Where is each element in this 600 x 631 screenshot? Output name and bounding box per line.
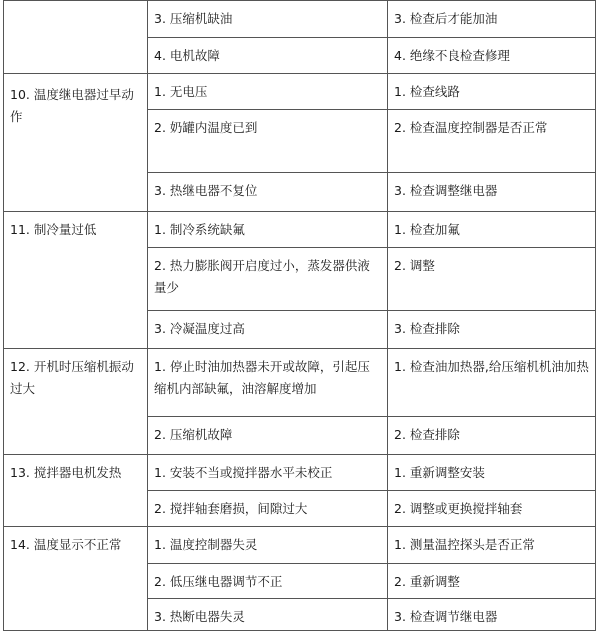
remedy-cell: 2. 检查排除 xyxy=(388,417,596,455)
remedy-cell: 2. 调整或更换搅拌轴套 xyxy=(388,491,596,527)
cause-cell: 2. 压缩机故障 xyxy=(148,417,388,455)
remedy-cell: 3. 检查后才能加油 xyxy=(388,1,596,38)
cause-cell: 3. 热继电器不复位 xyxy=(148,173,388,212)
remedy-cell: 1. 测量温控探头是否正常 xyxy=(388,527,596,564)
remedy-cell: 2. 调整 xyxy=(388,248,596,311)
cause-cell: 3. 冷凝温度过高 xyxy=(148,311,388,349)
remedy-cell: 2. 重新调整 xyxy=(388,564,596,599)
remedy-cell: 3. 检查调节继电器 xyxy=(388,599,596,631)
fault-cell: 13. 搅拌器电机发热 xyxy=(4,455,148,527)
table-row xyxy=(4,527,596,564)
remedy-cell: 4. 绝缘不良检查修理 xyxy=(388,38,596,74)
cause-cell: 3. 热断电器失灵 xyxy=(148,599,388,631)
troubleshooting-table xyxy=(3,0,596,631)
table-row xyxy=(4,1,596,38)
remedy-cell: 3. 检查调整继电器 xyxy=(388,173,596,212)
cause-cell: 1. 安装不当或搅拌器水平未校正 xyxy=(148,455,388,491)
fault-cell: 12. 开机时压缩机振动过大 xyxy=(4,349,148,455)
fault-cell: 11. 制冷量过低 xyxy=(4,212,148,349)
fault-cell xyxy=(4,1,148,74)
remedy-cell: 2. 检查温度控制器是否正常 xyxy=(388,110,596,173)
remedy-cell: 1. 检查线路 xyxy=(388,74,596,110)
cause-cell: 1. 停止时油加热器未开或故障，引起压缩机内部缺氟，油溶解度增加 xyxy=(148,349,388,417)
cause-cell: 3. 压缩机缺油 xyxy=(148,1,388,38)
cause-cell: 2. 低压继电器调节不正 xyxy=(148,564,388,599)
cause-cell: 4. 电机故障 xyxy=(148,38,388,74)
table-row xyxy=(4,455,596,491)
table-row xyxy=(4,212,596,248)
cause-cell: 2. 热力膨胀阀开启度过小，蒸发器供液量少 xyxy=(148,248,388,311)
table-row xyxy=(4,74,596,110)
remedy-cell: 3. 检查排除 xyxy=(388,311,596,349)
fault-cell: 10. 温度继电器过早动作 xyxy=(4,74,148,212)
remedy-cell: 1. 检查加氟 xyxy=(388,212,596,248)
remedy-cell: 1. 检查油加热器,给压缩机机油加热 xyxy=(388,349,596,417)
cause-cell: 1. 制冷系统缺氟 xyxy=(148,212,388,248)
cause-cell: 2. 奶罐内温度已到 xyxy=(148,110,388,173)
cause-cell: 1. 无电压 xyxy=(148,74,388,110)
cause-cell: 1. 温度控制器失灵 xyxy=(148,527,388,564)
cause-cell: 2. 搅拌轴套磨损，间隙过大 xyxy=(148,491,388,527)
remedy-cell: 1. 重新调整安装 xyxy=(388,455,596,491)
fault-cell: 14. 温度显示不正常 xyxy=(4,527,148,631)
table-row xyxy=(4,349,596,417)
